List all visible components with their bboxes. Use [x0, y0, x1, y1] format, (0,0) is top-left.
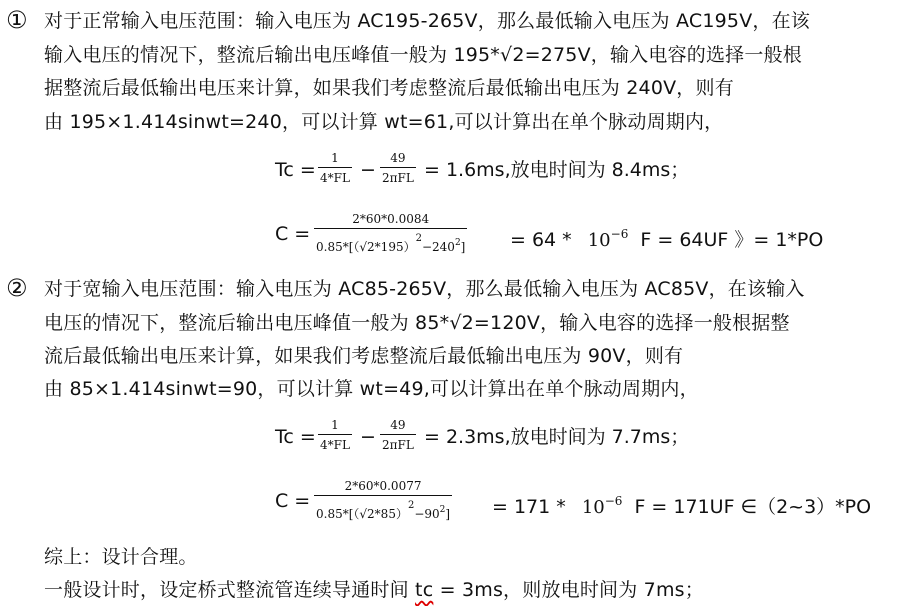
- fraction-numerator: 49: [390, 151, 406, 165]
- c-result: [492, 489, 871, 520]
- c-result-prefix: = 64 *: [510, 229, 572, 251]
- power-exponent: −6: [604, 494, 623, 508]
- fraction-denominator: 4*FL: [320, 171, 350, 185]
- paragraph-2-line-3: 流后最低输出电压来计算，如果我们考虑整流后最低输出电压为 90V，则有: [44, 345, 684, 367]
- paragraph-1-line-2: 输入电压的情况下，整流后输出电压峰值一般为 195*√2=275V，输入电容的选择一般根: [44, 44, 802, 66]
- denominator-part: ]: [445, 507, 451, 521]
- fraction-numerator: 2*60*0.0084: [352, 212, 430, 226]
- fraction-denominator: [314, 232, 467, 254]
- item-marker-1: ①: [6, 6, 28, 34]
- fraction-bar: [314, 495, 452, 496]
- denominator-part: 0.85*[（√2*85）: [316, 507, 408, 521]
- denominator-part: ]: [460, 240, 466, 254]
- c-result-suffix: F = 171UF ∈（2~3）*PO: [634, 496, 872, 518]
- denominator-part: −90: [414, 507, 440, 521]
- fraction-bar: [314, 228, 467, 229]
- tc-fraction-1: [318, 418, 352, 452]
- c-lhs: C =: [275, 490, 311, 512]
- fraction-bar: [318, 167, 352, 168]
- c-result-prefix: = 171 *: [492, 496, 566, 518]
- c-lhs: C =: [275, 223, 311, 245]
- tc-result: = 2.3ms,放电时间为 7.7ms；: [424, 426, 690, 448]
- minus-sign: −: [360, 426, 376, 448]
- denominator-exponent: 2: [407, 500, 415, 511]
- tc-fraction-2: [380, 151, 416, 185]
- fraction-numerator: 49: [390, 418, 406, 432]
- paragraph-2-line-1: 对于宽输入电压范围：输入电压为 AC85-265V，那么最低输入电压为 AC85V，在该输入: [44, 278, 805, 300]
- denominator-part: 0.85*[（√2*195）: [316, 240, 416, 254]
- power-exponent: −6: [610, 227, 629, 241]
- power-base: 10: [587, 230, 611, 251]
- denominator-part: −240: [421, 240, 455, 254]
- fraction-numerator: 1: [331, 151, 339, 165]
- fraction-denominator: 2πFL: [382, 438, 414, 452]
- c-result: [510, 222, 823, 253]
- paragraph-1-line-4: 由 195×1.414sinwt=240，可以计算 wt=61,可以计算出在单个脉动周期内，: [44, 111, 724, 133]
- tc-fraction-1: [318, 151, 352, 185]
- minus-sign: −: [360, 159, 376, 181]
- paragraph-1-line-3: 据整流后最低输出电压来计算，如果我们考虑整流后最低输出电压为 240V，则有: [44, 77, 734, 99]
- denominator-exponent: 2: [439, 505, 446, 515]
- denominator-exponent: 2: [415, 233, 422, 244]
- fraction-bar: [380, 434, 416, 435]
- fraction-denominator: 2πFL: [382, 171, 414, 185]
- fraction-denominator: 4*FL: [320, 438, 350, 452]
- spellcheck-word-tc: tc: [415, 579, 434, 601]
- paragraph-2-line-2: 电压的情况下，整流后输出电压峰值一般为 85*√2=120V，输入电容的选择一般根据整: [44, 312, 790, 334]
- c-result-suffix: F = 64UF 》= 1*PO: [640, 229, 824, 251]
- fraction-numerator: 1: [331, 418, 339, 432]
- summary-text: = 3ms，则放电时间为 7ms；: [433, 579, 704, 601]
- denominator-exponent: 2: [454, 238, 461, 248]
- fraction-bar: [380, 167, 416, 168]
- fraction-bar: [318, 434, 352, 435]
- tc-lhs: Tc =: [275, 426, 316, 448]
- tc-fraction-2: [380, 418, 416, 452]
- paragraph-1-line-1: 对于正常输入电压范围：输入电压为 AC195-265V，那么最低输入电压为 AC195V，在该: [44, 10, 810, 32]
- fraction-numerator: 2*60*0.0077: [344, 479, 422, 493]
- tc-result: = 1.6ms,放电时间为 8.4ms；: [424, 159, 690, 181]
- c-fraction: [314, 479, 452, 521]
- c-fraction: [314, 212, 467, 254]
- item-marker-2: ②: [6, 274, 28, 302]
- power-base: 10: [581, 497, 605, 518]
- summary-text: 一般设计时，设定桥式整流管连续导通时间: [44, 579, 416, 601]
- summary-line-1: 综上：设计合理。: [44, 546, 198, 568]
- paragraph-2-line-4: 由 85×1.414sinwt=90，可以计算 wt=49,可以计算出在单个脉动周期内，: [44, 378, 699, 400]
- tc-lhs: Tc =: [275, 159, 316, 181]
- fraction-denominator: [314, 499, 452, 521]
- summary-line-2: [44, 578, 704, 602]
